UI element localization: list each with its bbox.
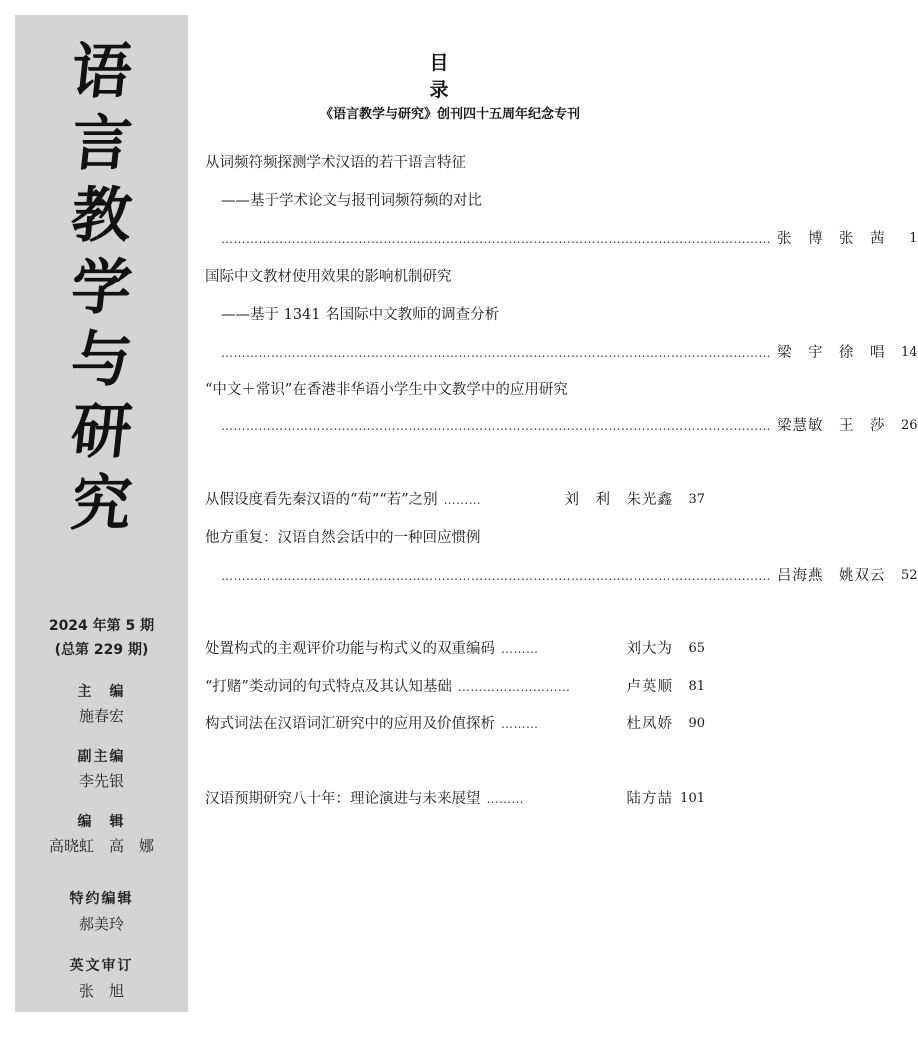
toc-heading: 目 录 — [429, 52, 471, 101]
article-title: “中文＋常识”在香港非华语小学生中文教学中的应用研究 — [205, 382, 568, 398]
toc-entry-title[interactable] — [205, 527, 705, 549]
dot-leader: …………………………………………………………………………………………………………………… — [221, 569, 771, 583]
masthead-role: 英文审订 — [69, 958, 134, 974]
page-number: 81 — [688, 679, 705, 694]
article-authors: 刘大为 — [626, 641, 673, 657]
article-title: “打赌”类动词的句式特点及其认知基础 — [205, 679, 452, 695]
toc-entry-byline — [221, 415, 918, 437]
toc-entry-title[interactable] — [205, 266, 705, 288]
dot-leader: …………………………………………………………………………………………………………………… — [221, 232, 771, 246]
article-authors: 梁 宇 徐 唱 — [777, 345, 886, 361]
journal-title-char: 语 — [67, 37, 136, 107]
page-number: 65 — [688, 641, 705, 656]
toc-entry[interactable] — [205, 676, 705, 698]
article-authors: 杜凤娇 — [626, 716, 673, 732]
page-number: 26 — [900, 418, 918, 433]
masthead-role: 特约编辑 — [69, 891, 134, 907]
page-number: 90 — [688, 716, 705, 731]
journal-title-char: 与 — [67, 325, 136, 395]
toc-entry[interactable] — [205, 638, 705, 660]
journal-title-char: 言 — [67, 109, 136, 179]
masthead-name: 李先银 — [78, 772, 124, 790]
toc-entry-subtitle — [221, 190, 705, 212]
dot-leader: ……… — [501, 717, 539, 731]
page-number: 14 — [900, 345, 918, 360]
article-title: 从词频符频探测学术汉语的若干语言特征 — [205, 155, 466, 171]
article-subtitle: ——基于学术论文与报刊词频符频的对比 — [221, 193, 482, 209]
article-title: 处置构式的主观评价功能与构式义的双重编码 — [205, 641, 495, 657]
article-authors: 张 博 张 茜 — [777, 231, 886, 247]
masthead-name: 高晓虹 高 娜 — [48, 837, 154, 855]
dot-leader: ……… — [501, 642, 539, 656]
masthead-role: 副主编 — [77, 749, 126, 765]
issue-number: 2024 年第 5 期 — [48, 618, 155, 634]
special-issue-title: 《语言教学与研究》创刊四十五周年纪念专刊 — [319, 107, 580, 122]
page-number: 1 — [909, 231, 918, 246]
toc-entry-title[interactable] — [205, 379, 705, 401]
toc-entry-byline — [221, 565, 918, 587]
dot-leader: ……… — [443, 493, 482, 507]
page-number: 52 — [900, 568, 918, 583]
toc-entry-subtitle — [221, 304, 705, 326]
journal-title-char: 研 — [67, 397, 136, 467]
toc-entry[interactable] — [205, 788, 705, 810]
article-authors: 梁慧敏 王 莎 — [777, 418, 886, 434]
article-authors: 吕海燕 姚双云 — [777, 568, 886, 584]
journal-title-char: 究 — [67, 469, 136, 539]
dot-leader: …………………………………………………………………………………………………………………… — [221, 346, 771, 360]
toc-entry-byline — [221, 342, 918, 364]
article-authors: 卢英顺 — [626, 679, 673, 695]
toc-entry-byline — [221, 228, 918, 250]
masthead-name: 张 旭 — [78, 982, 124, 1000]
journal-title-char: 学 — [67, 253, 136, 323]
toc-entry-title[interactable] — [205, 152, 705, 174]
article-title: 汉语预期研究八十年：理论演进与未来展望 — [205, 791, 481, 807]
article-subtitle: ——基于 1341 名国际中文教师的调查分析 — [221, 307, 500, 323]
dot-leader: …………………………………………………………………………………………………………………… — [221, 419, 771, 433]
masthead-role: 编 辑 — [77, 814, 126, 830]
toc-entry[interactable] — [205, 713, 705, 735]
page-number: 101 — [680, 791, 705, 806]
toc-entry[interactable] — [205, 489, 705, 511]
article-title: 他方重复：汉语自然会话中的一种回应惯例 — [205, 530, 481, 546]
article-title: 国际中文教材使用效果的影响机制研究 — [205, 269, 452, 285]
dot-leader: ……… — [486, 792, 524, 806]
article-authors: 陆方喆 — [626, 791, 673, 807]
dot-leader: ……………………… — [457, 680, 571, 694]
total-issue-number: (总第 229 期) — [54, 642, 149, 658]
masthead-name: 郝美玲 — [78, 915, 124, 933]
masthead-name: 施春宏 — [78, 707, 124, 725]
article-title: 从假设度看先秦汉语的“苟”“若”之别 — [205, 492, 438, 508]
article-authors: 刘 利 朱光鑫 — [564, 492, 673, 508]
masthead-role: 主 编 — [77, 684, 126, 700]
masthead-sidebar — [15, 15, 188, 1012]
article-title: 构式词法在汉语词汇研究中的应用及价值探析 — [205, 716, 495, 732]
page-number: 37 — [688, 492, 705, 507]
journal-title-char: 教 — [67, 181, 136, 251]
